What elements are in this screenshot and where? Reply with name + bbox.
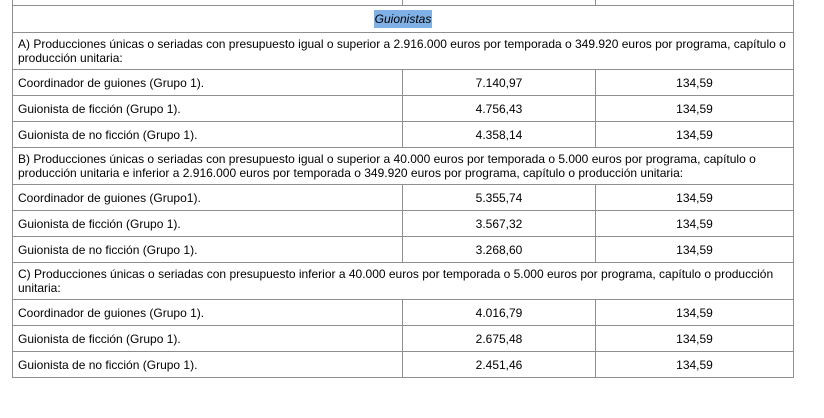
table-row	[13, 96, 794, 122]
role-cell[interactable]: Guionista de ficción (Grupo 1).	[13, 326, 403, 352]
extra-cell[interactable]: 134,59	[596, 211, 794, 237]
extra-cell[interactable]: 134,59	[596, 352, 794, 378]
section-description[interactable]: A) Producciones únicas o seriadas con presupuesto igual o superior a 2.916.000 euros por temporada o 349.920 euros por programa, capítulo o producción unitaria:	[13, 33, 794, 70]
role-cell[interactable]: Coordinador de guiones (Grupo1).	[13, 185, 403, 211]
amount-cell[interactable]: 4.016,79	[403, 300, 596, 326]
table-row	[13, 185, 794, 211]
table-row	[13, 211, 794, 237]
amount-cell[interactable]: 2.451,46	[403, 352, 596, 378]
amount-cell[interactable]: 7.140,97	[403, 70, 596, 96]
table-row	[13, 237, 794, 263]
amount-cell[interactable]: 5.355,74	[403, 185, 596, 211]
section-description[interactable]: C) Producciones únicas o seriadas con presupuesto inferior a 40.000 euros por temporada o 5.000 euros por programa, capítulo o producción unitaria:	[13, 263, 794, 300]
amount-cell[interactable]: 4.358,14	[403, 122, 596, 148]
table-row	[13, 326, 794, 352]
role-cell[interactable]: Coordinador de guiones (Grupo 1).	[13, 70, 403, 96]
table-row	[13, 122, 794, 148]
table-row	[13, 352, 794, 378]
role-cell[interactable]: Guionista de ficción (Grupo 1).	[13, 96, 403, 122]
amount-cell[interactable]: 3.268,60	[403, 237, 596, 263]
extra-cell[interactable]: 134,59	[596, 70, 794, 96]
extra-cell[interactable]: 134,59	[596, 96, 794, 122]
extra-cell[interactable]: 134,59	[596, 237, 794, 263]
amount-cell[interactable]: 2.675,48	[403, 326, 596, 352]
header-cell[interactable]	[13, 6, 794, 33]
table-header-row	[13, 6, 794, 33]
role-cell[interactable]: Guionista de no ficción (Grupo 1).	[13, 237, 403, 263]
table-row	[13, 70, 794, 96]
role-cell[interactable]: Guionista de no ficción (Grupo 1).	[13, 352, 403, 378]
extra-cell[interactable]: 134,59	[596, 122, 794, 148]
extra-cell[interactable]: 134,59	[596, 300, 794, 326]
section-row	[13, 148, 794, 185]
role-cell[interactable]: Guionista de ficción (Grupo 1).	[13, 211, 403, 237]
amount-cell[interactable]: 3.567,32	[403, 211, 596, 237]
extra-cell[interactable]: 134,59	[596, 185, 794, 211]
extra-cell[interactable]: 134,59	[596, 326, 794, 352]
salary-table	[12, 0, 794, 378]
section-row	[13, 33, 794, 70]
table-row	[13, 300, 794, 326]
amount-cell[interactable]: 4.756,43	[403, 96, 596, 122]
section-row	[13, 263, 794, 300]
section-description[interactable]: B) Producciones únicas o seriadas con presupuesto igual o superior a 40.000 euros por temporada o 5.000 euros por programa, capítulo o producción unitaria e inferior a 2.916.000 euros por temporada o 349.920 euros por programa, capítulo o producción unitaria:	[13, 148, 794, 185]
role-cell[interactable]: Coordinador de guiones (Grupo 1).	[13, 300, 403, 326]
role-cell[interactable]: Guionista de no ficción (Grupo 1).	[13, 122, 403, 148]
section-title: Guionistas	[374, 12, 432, 26]
